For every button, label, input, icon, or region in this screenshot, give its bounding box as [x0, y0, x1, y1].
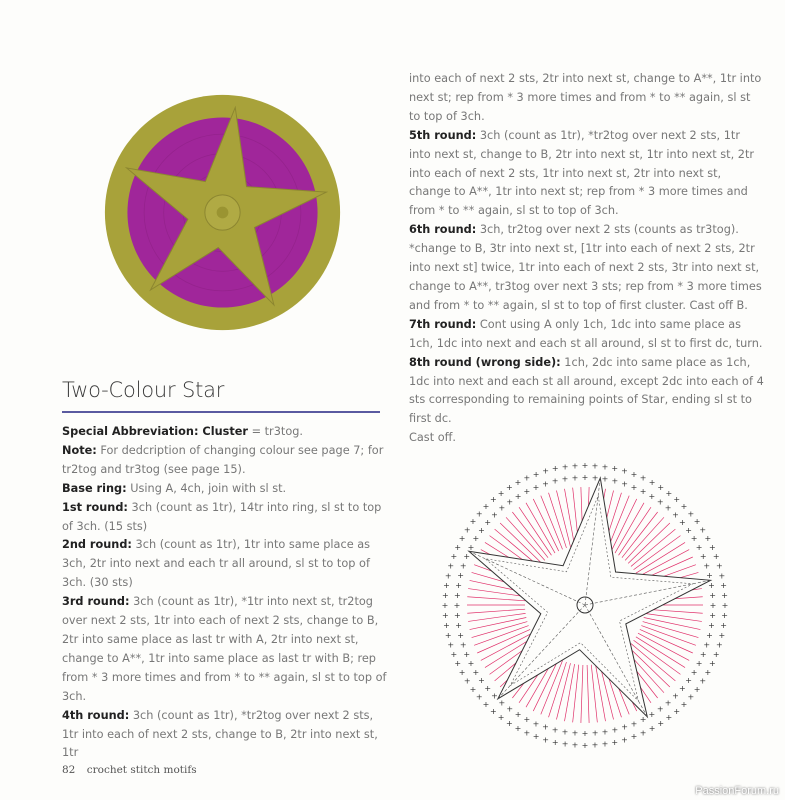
- chart-dc-stitch: +: [506, 497, 514, 507]
- chart-dc-stitch: +: [672, 510, 679, 520]
- chart-dc-stitch: +: [664, 503, 672, 513]
- chart-dc-stitch: +: [478, 676, 485, 686]
- chart-dc-stitch: +: [687, 692, 695, 702]
- chart-dc-stitch: +: [482, 502, 490, 512]
- chart-dc-stitch: +: [706, 630, 713, 640]
- instruction-paragraph: [409, 354, 764, 430]
- chart-dc-stitch: +: [712, 552, 720, 562]
- chart-stitch-pink: [519, 507, 551, 555]
- chart-dc-stitch: +: [699, 525, 707, 535]
- instruction-label: 2nd round:: [62, 538, 132, 552]
- chart-dc-stitch: +: [693, 517, 701, 527]
- chart-dc-stitch: +: [561, 727, 569, 737]
- instruction-text: Using A, 4ch, join with sl st.: [126, 481, 287, 495]
- chart-dc-stitch: +: [551, 464, 559, 474]
- chart-dc-stitch: +: [656, 704, 664, 714]
- chart-dc-stitch: +: [442, 610, 449, 620]
- chart-dc-stitch: +: [721, 591, 728, 601]
- chart-dc-stitch: +: [703, 640, 711, 650]
- chart-stitch-pink: [591, 665, 597, 723]
- instruction-paragraph: [62, 442, 387, 480]
- chart-dc-stitch: +: [630, 482, 638, 492]
- chart-dc-stitch: +: [648, 491, 656, 501]
- chart-dc-stitch: +: [699, 552, 707, 562]
- chart-dc-stitch: +: [459, 640, 467, 650]
- chart-dc-stitch: +: [454, 611, 461, 621]
- chart-dc-stitch: +: [685, 525, 692, 535]
- chart-stitch-pink: [467, 597, 525, 601]
- chart-dc-stitch: +: [621, 735, 628, 745]
- instruction-label: 1st round:: [62, 500, 128, 514]
- chart-dc-stitch: +: [680, 699, 688, 709]
- chart-dc-stitch: +: [695, 659, 703, 669]
- chart-dc-stitch: +: [678, 517, 686, 527]
- chart-dc-stitch: +: [542, 466, 549, 476]
- instruction-text: 3ch (count as 1tr), 1tr into same place as 3ch, 2tr into next and each tr all around, sl st to top of 3ch. (30 sts): [62, 538, 371, 590]
- chart-dc-stitch: +: [639, 486, 647, 496]
- chart-dc-stitch: +: [484, 517, 492, 527]
- chart-dc-stitch: +: [463, 676, 471, 686]
- chart-dc-stitch: +: [561, 474, 569, 484]
- chart-dc-stitch: +: [621, 466, 628, 476]
- chart-dc-stitch: +: [591, 728, 599, 738]
- instruction-text: Cont using A only 1ch, 1dc into same place as 1ch, 1dc into next and each st all around, sl st to first dc, turn.: [409, 317, 763, 350]
- chart-stitch-pink: [565, 664, 575, 721]
- chart-dc-stitch: +: [463, 552, 471, 562]
- chart-dc-stitch: +: [458, 533, 466, 543]
- chart-dc-stitch: +: [664, 698, 672, 708]
- chart-stitch-pink: [636, 637, 685, 668]
- chart-dc-stitch: +: [639, 473, 647, 483]
- chart-dc-stitch: +: [514, 710, 522, 720]
- crochet-symbol-chart: [435, 455, 735, 755]
- instruction-text: 3ch, tr2tog over next 2 sts (counts as tr3tog). *change to B, 3tr into next st, [1tr into each of next 2 sts, 2tr into next st] twice, 1tr into each of next 2 sts, 3tr into next st, change to A**, tr3tog over next 3 sts; rep from * 3 more times and from * to ** again, sl st to top of first cluster. Cast off B.: [409, 223, 762, 312]
- chart-stitch-pink: [643, 622, 699, 638]
- chart-dc-stitch: +: [498, 698, 506, 708]
- chart-dc-stitch: +: [712, 649, 720, 659]
- chart-dc-stitch: +: [454, 542, 462, 552]
- instruction-paragraph: [62, 707, 387, 764]
- instructions-left-column: [62, 423, 387, 763]
- chart-dc-stitch: +: [648, 723, 656, 733]
- chart-dc-stitch: +: [542, 735, 549, 745]
- instruction-label: 6th round:: [409, 223, 477, 237]
- chart-stitch-pink: [581, 665, 583, 723]
- chart-dc-stitch: +: [475, 509, 483, 519]
- instruction-paragraph: [409, 316, 764, 354]
- chart-dc-stitch: +: [601, 727, 609, 737]
- chart-stitch-pink: [541, 496, 563, 550]
- chart-dc-stitch: +: [680, 502, 688, 512]
- chart-dc-stitch: +: [591, 461, 599, 471]
- chart-dc-stitch: +: [601, 462, 609, 472]
- chart-dc-stitch: +: [467, 659, 475, 669]
- chart-dc-stitch: +: [505, 718, 513, 728]
- chart-dc-stitch: +: [665, 713, 673, 723]
- chart-dc-stitch: +: [443, 581, 450, 591]
- chart-dc-stitch: +: [532, 732, 540, 742]
- chart-dc-stitch: +: [441, 601, 449, 610]
- chart-dc-stitch: +: [505, 483, 513, 493]
- chart-dc-stitch: +: [447, 640, 455, 650]
- chart-dc-stitch: +: [454, 590, 461, 600]
- instruction-label: 3rd round:: [62, 595, 130, 609]
- chart-dc-stitch: +: [442, 591, 449, 601]
- chart-dc-stitch: +: [639, 728, 647, 738]
- chart-dc-stitch: +: [721, 610, 728, 620]
- chart-stitch-pink: [634, 640, 681, 674]
- chart-dc-stitch: +: [542, 722, 549, 732]
- chart-dc-stitch: +: [523, 715, 531, 725]
- chart-dc-stitch: +: [611, 464, 619, 474]
- instruction-text: Cast off.: [409, 431, 457, 445]
- instruction-paragraph: [62, 536, 387, 593]
- instruction-text: 3ch (count as 1tr), 14tr into ring, sl st to top of 3ch. (15 sts): [62, 500, 382, 533]
- chart-dc-stitch: +: [591, 740, 599, 750]
- chart-dc-stitch: +: [482, 699, 490, 709]
- chart-dc-stitch: +: [621, 722, 628, 732]
- chart-dc-stitch: +: [687, 509, 695, 519]
- chart-stitch-pink: [625, 517, 664, 560]
- chart-dc-stitch: +: [457, 630, 464, 640]
- chart-dc-stitch: +: [561, 739, 569, 749]
- chart-dc-stitch: +: [601, 474, 609, 484]
- chart-stitch-pink: [628, 523, 670, 563]
- chart-dc-stitch: +: [491, 510, 498, 520]
- chart-stitch-pink: [468, 613, 525, 621]
- chart-dc-stitch: +: [489, 495, 497, 505]
- chart-dc-stitch: +: [648, 478, 656, 488]
- chart-dc-stitch: +: [581, 741, 589, 750]
- instruction-label: 8th round (wrong side):: [409, 355, 561, 369]
- crochet-motif-photo: [100, 90, 345, 335]
- chart-dc-stitch: +: [571, 473, 579, 483]
- instruction-label: 7th round:: [409, 317, 477, 331]
- chart-dc-stitch: +: [709, 601, 717, 610]
- chart-stitch-pink: [506, 517, 545, 560]
- chart-dc-stitch: +: [551, 737, 559, 747]
- chart-dc-stitch: +: [718, 571, 726, 581]
- chart-dc-stitch: +: [708, 580, 715, 590]
- instructions-right-column: [409, 70, 764, 448]
- chart-dc-stitch: +: [695, 542, 703, 552]
- section-name: crochet stitch motifs: [86, 764, 197, 776]
- instruction-text: 3ch (count as 1tr), *tr2tog over next 2 sts, 1tr into each of next 2 sts, change to B, 2tr into next st, 1tr: [62, 708, 378, 760]
- instruction-label: 4th round:: [62, 708, 130, 722]
- instruction-paragraph: [62, 423, 387, 442]
- chart-dc-stitch: +: [454, 659, 462, 669]
- chart-dc-stitch: +: [657, 718, 665, 728]
- instruction-paragraph: [62, 593, 387, 706]
- chart-dc-stitch: +: [443, 620, 450, 630]
- chart-dc-stitch: +: [678, 684, 686, 694]
- chart-dc-stitch: +: [720, 620, 727, 630]
- chart-dc-stitch: +: [709, 590, 716, 600]
- chart-dc-stitch: +: [463, 649, 471, 659]
- chart-dc-stitch: +: [673, 495, 681, 505]
- chart-dc-stitch: +: [581, 461, 589, 470]
- chart-dc-stitch: +: [630, 732, 638, 742]
- chart-dc-stitch: +: [459, 561, 467, 571]
- chart-dc-stitch: +: [706, 571, 713, 581]
- chart-dc-stitch: +: [532, 719, 540, 729]
- chart-dc-stitch: +: [656, 497, 664, 507]
- title-divider: [62, 411, 380, 413]
- chart-dc-stitch: +: [551, 476, 559, 486]
- chart-dc-stitch: +: [463, 525, 471, 535]
- chart-dc-stitch: +: [690, 534, 698, 544]
- instruction-label: 5th round:: [409, 128, 477, 142]
- chart-stitch-pink: [644, 613, 701, 621]
- chart-dc-stitch: +: [457, 571, 464, 581]
- page-footer: [62, 764, 197, 776]
- chart-dc-stitch: +: [715, 640, 723, 650]
- chart-dc-stitch: +: [571, 461, 579, 471]
- chart-dc-stitch: +: [523, 486, 531, 496]
- chart-dc-stitch: +: [455, 621, 462, 631]
- instruction-paragraph: [409, 70, 764, 127]
- chart-dc-stitch: +: [498, 503, 506, 513]
- chart-dc-stitch: +: [497, 488, 505, 498]
- chart-dc-stitch: +: [708, 621, 715, 631]
- chart-dc-stitch: +: [581, 473, 589, 482]
- chart-dc-stitch: +: [699, 649, 707, 659]
- chart-dc-stitch: +: [709, 611, 716, 621]
- chart-stitch-pink: [619, 507, 651, 555]
- chart-dc-stitch: +: [693, 684, 701, 694]
- instruction-text: 3ch (count as 1tr), *1tr into next st, tr2tog over next 2 sts, 1tr into each of next 2 sts, change to B, 2tr into same place as last tr with A, 2tr into next st, change to A**, 1tr into same place as last tr with B; rep from * 3 more times and from * to ** again, sl st to top of 3ch.: [62, 595, 387, 703]
- chart-dc-stitch: +: [591, 473, 599, 483]
- chart-dc-stitch: +: [571, 728, 579, 738]
- chart-dc-stitch: +: [475, 692, 483, 702]
- instruction-text: 1ch, 2dc into same place as 1ch, 1dc into next and each st all around, except 2dc into each of 4 sts corresponding to remaining points of Star, ending sl st to first dc.: [409, 355, 764, 426]
- chart-dc-stitch: +: [469, 517, 477, 527]
- chart-dc-stitch: +: [708, 542, 716, 552]
- chart-dc-stitch: +: [571, 740, 579, 750]
- chart-dc-stitch: +: [718, 630, 726, 640]
- chart-stitch-pink: [472, 622, 528, 638]
- chart-dc-stitch: +: [489, 706, 497, 716]
- chart-dc-stitch: +: [672, 691, 679, 701]
- chart-dc-stitch: +: [639, 715, 647, 725]
- chart-stitch-pink: [634, 536, 681, 570]
- chart-stitch-pink: [573, 665, 579, 723]
- chart-dc-stitch: +: [611, 476, 619, 486]
- instruction-paragraph: [62, 480, 387, 499]
- chart-dc-stitch: +: [455, 580, 462, 590]
- instruction-paragraph: [62, 499, 387, 537]
- chart-dc-stitch: +: [720, 581, 727, 591]
- chart-stitch-pink: [470, 617, 527, 629]
- chart-dc-stitch: +: [497, 713, 505, 723]
- chart-dc-stitch: +: [472, 667, 480, 677]
- chart-dc-stitch: +: [704, 533, 712, 543]
- chart-stitch-pink: [644, 617, 701, 629]
- chart-dc-stitch: +: [514, 478, 522, 488]
- chart-dc-stitch: +: [630, 719, 638, 729]
- instruction-paragraph: [409, 221, 764, 316]
- chart-dc-stitch: +: [458, 668, 466, 678]
- chart-dc-stitch: +: [467, 542, 475, 552]
- page-number: 82: [62, 764, 76, 776]
- chart-dc-stitch: +: [447, 561, 455, 571]
- chart-dc-stitch: +: [611, 725, 619, 735]
- chart-dc-stitch: +: [450, 649, 458, 659]
- instruction-text: 3ch (count as 1tr), *tr2tog over next 2 sts, 1tr into next st, change to B, 2tr into next st, 1tr into next st, 2tr into each of next 2 sts, 1tr into next st, 2tr into next st, change to A**, 1tr into next st; rep from * 3 more times and from * to ** again, sl st to top of 3ch.: [409, 128, 755, 218]
- instruction-label: Note:: [62, 443, 97, 457]
- page-title: Two-Colour Star: [62, 378, 225, 402]
- chart-dc-stitch: +: [523, 728, 531, 738]
- chart-dc-stitch: +: [453, 601, 461, 610]
- chart-dc-stitch: +: [551, 725, 559, 735]
- chart-dc-stitch: +: [514, 491, 522, 501]
- chart-dc-stitch: +: [581, 729, 589, 738]
- chart-dc-stitch: +: [472, 534, 480, 544]
- chart-dc-stitch: +: [601, 739, 609, 749]
- instruction-text: For dedcription of changing colour see page 7; for tr2tog and tr3tog (see page 15).: [62, 443, 384, 476]
- chart-dc-stitch: +: [708, 659, 716, 669]
- chart-dc-stitch: +: [469, 684, 477, 694]
- watermark: PassionForum.ru: [695, 785, 779, 797]
- chart-dc-stitch: +: [444, 630, 452, 640]
- instruction-label: Base ring:: [62, 481, 127, 495]
- chart-stitch-pink: [565, 489, 575, 546]
- instruction-label: Special Abbreviation: Cluster: [62, 425, 248, 438]
- chart-stitch-pink: [526, 503, 555, 553]
- instruction-text: = tr3tog.: [247, 425, 303, 438]
- chart-dc-stitch: +: [721, 601, 729, 610]
- chart-dc-stitch: +: [621, 479, 628, 489]
- chart-dc-stitch: +: [673, 706, 681, 716]
- chart-dc-stitch: +: [523, 473, 531, 483]
- chart-dc-stitch: +: [630, 469, 638, 479]
- chart-stitch-pink: [587, 665, 589, 723]
- chart-dc-stitch: +: [690, 667, 698, 677]
- instruction-paragraph: [409, 429, 764, 448]
- chart-dc-stitch: +: [657, 483, 665, 493]
- chart-stitch-pink: [615, 503, 644, 553]
- chart-stitch-pink: [636, 542, 685, 573]
- chart-dc-stitch: +: [665, 488, 673, 498]
- chart-dc-stitch: +: [561, 462, 569, 472]
- chart-dc-stitch: +: [542, 479, 549, 489]
- chart-dc-stitch: +: [699, 676, 707, 686]
- chart-dc-stitch: +: [478, 525, 485, 535]
- chart-dc-stitch: +: [491, 691, 498, 701]
- chart-dc-stitch: +: [685, 676, 692, 686]
- chart-stitch-pink: [467, 609, 525, 613]
- chart-dc-stitch: +: [611, 737, 619, 747]
- chart-dc-stitch: +: [506, 704, 514, 714]
- chart-dc-stitch: +: [703, 561, 711, 571]
- instruction-paragraph: [409, 127, 764, 222]
- chart-dc-stitch: +: [514, 723, 522, 733]
- chart-dc-stitch: +: [648, 710, 656, 720]
- chart-dc-stitch: +: [532, 469, 540, 479]
- chart-dc-stitch: +: [715, 561, 723, 571]
- chart-dc-stitch: +: [450, 552, 458, 562]
- chart-dc-stitch: +: [532, 482, 540, 492]
- instruction-text: into each of next 2 sts, 2tr into next st, change to A**, 1tr into next st; rep from * 3 more times and from * to ** again, sl st to top of 3ch.: [409, 72, 762, 123]
- chart-dc-stitch: +: [444, 571, 452, 581]
- chart-dc-stitch: +: [484, 684, 492, 694]
- chart-dc-stitch: +: [704, 668, 712, 678]
